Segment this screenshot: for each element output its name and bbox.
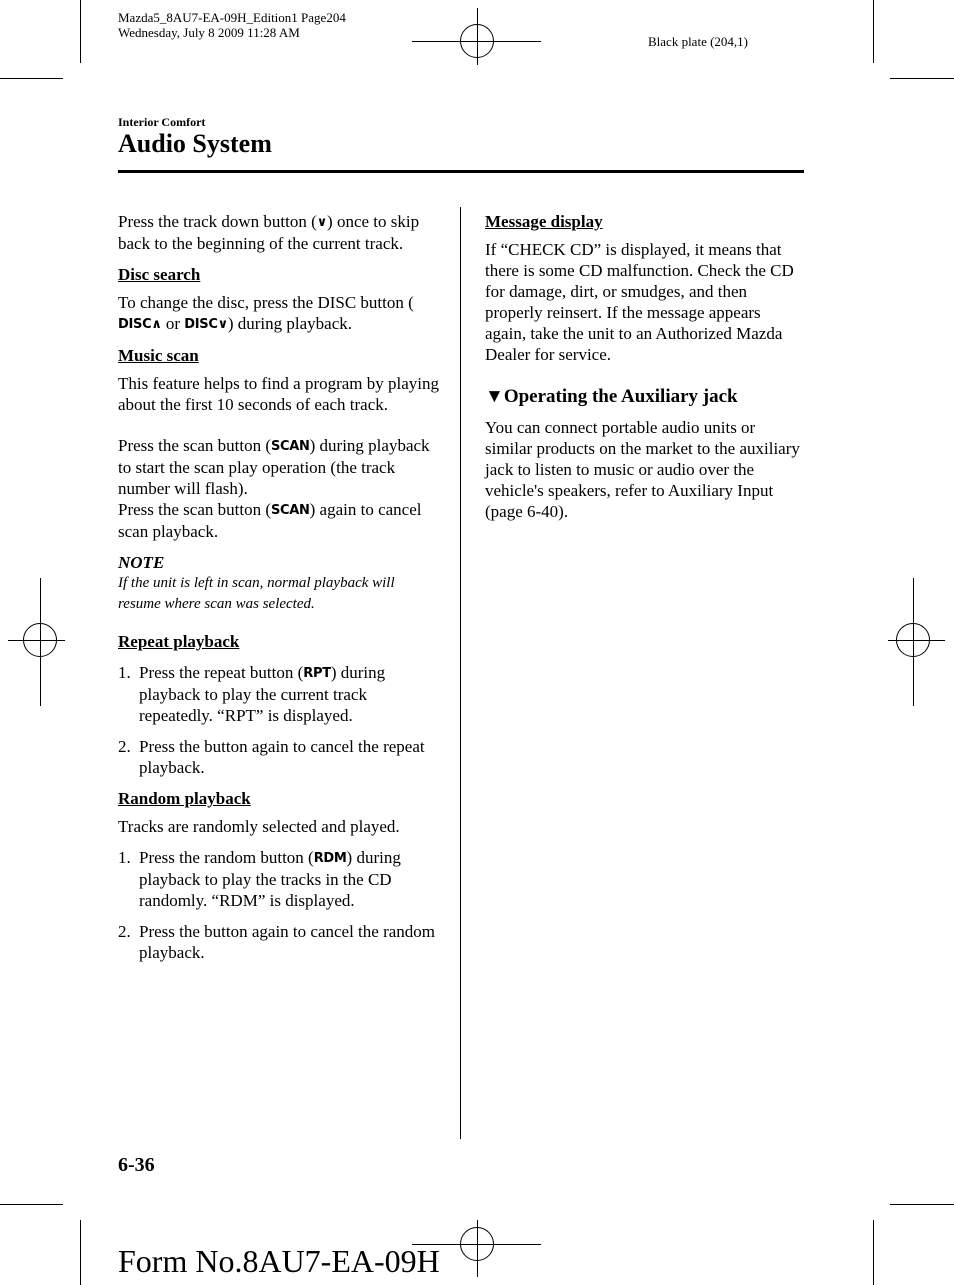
music-scan-paragraph: This feature helps to find a program by playing about the first 10 seconds of each track. [118,374,440,414]
disc-up-icon: DISC∧ [118,317,162,332]
crop-mark [890,1204,954,1205]
music-scan-heading: Music scan [118,346,199,365]
track-down-paragraph: Press the track down button (∨) once to skip back to the beginning of the current track. [118,212,420,253]
message-display-heading: Message display [485,212,603,231]
right-column [485,211,803,522]
note-title: NOTE [118,553,165,572]
scan-cancel-paragraph: Press the scan button (SCAN) again to cancel scan playback. [118,500,422,541]
crop-mark [80,1220,81,1285]
plate-label: Black plate (204,1) [648,34,748,49]
repeat-heading: Repeat playback [118,632,240,651]
auxiliary-jack-paragraph: You can connect portable audio units or similar products on the market to the auxiliary jack to listen to music or audio over the vehicle's speakers, refer to Auxiliary Input (page 6-40). [485,418,800,521]
track-down-icon: ∨ [316,215,328,230]
disc-search-heading: Disc search [118,265,201,284]
column-divider [460,207,461,1139]
crop-mark [890,78,954,79]
crop-mark [0,1204,63,1205]
form-number: Form No.8AU7-EA-09H [118,1243,440,1279]
note-text: If the unit is left in scan, normal playback will resume where scan was selected. [118,575,395,612]
message-display-paragraph: If “CHECK CD” is displayed, it means that there is some CD malfunction. Check the CD for damage, dirt, or smudges, and then properly reinsert. If the message appears again, take the unit to an Authorized Mazda Dealer for service. [485,240,794,364]
disc-search-paragraph: To change the disc, press the DISC button (DISC∧ or DISC∨) during playback. [118,293,414,333]
list-item: 2. Press the button again to cancel the random playback. [118,922,435,962]
print-header [118,10,346,40]
crop-mark [873,1220,874,1285]
random-heading: Random playback [118,789,251,808]
auxiliary-jack-heading: ▼Operating the Auxiliary jack [485,386,738,407]
list-item: 1. Press the repeat button (RPT) during playback to play the current track repeatedly. “RPT” is displayed. [118,663,386,725]
random-icon: RDM [313,851,347,866]
crop-mark [0,78,63,79]
crop-mark [80,0,81,63]
page-title: Audio System [118,129,272,158]
date-line: Wednesday, July 8 2009 11:28 AM [118,25,300,40]
scan-icon: SCAN [270,439,310,454]
scan-start-paragraph: Press the scan button (SCAN) during playback to start the scan play operation (the track number will flash). [118,436,430,498]
left-column [118,211,440,963]
repeat-icon: RPT [303,666,331,681]
random-intro: Tracks are randomly selected and played. [118,817,400,836]
disc-down-icon: DISC∨ [184,317,228,332]
section-label: Interior Comfort [118,115,206,129]
list-item: 2. Press the button again to cancel the repeat playback. [118,737,425,777]
triangle-down-icon: ▼ [485,386,504,407]
scan-icon: SCAN [270,503,310,518]
list-item: 1. Press the random button (RDM) during playback to play the tracks in the CD randomly. “RDM” is displayed. [118,848,401,910]
page-number: 6-36 [118,1154,155,1176]
crop-mark [873,0,874,63]
file-line: Mazda5_8AU7-EA-09H_Edition1 Page204 [118,10,346,25]
title-rule [118,170,804,173]
